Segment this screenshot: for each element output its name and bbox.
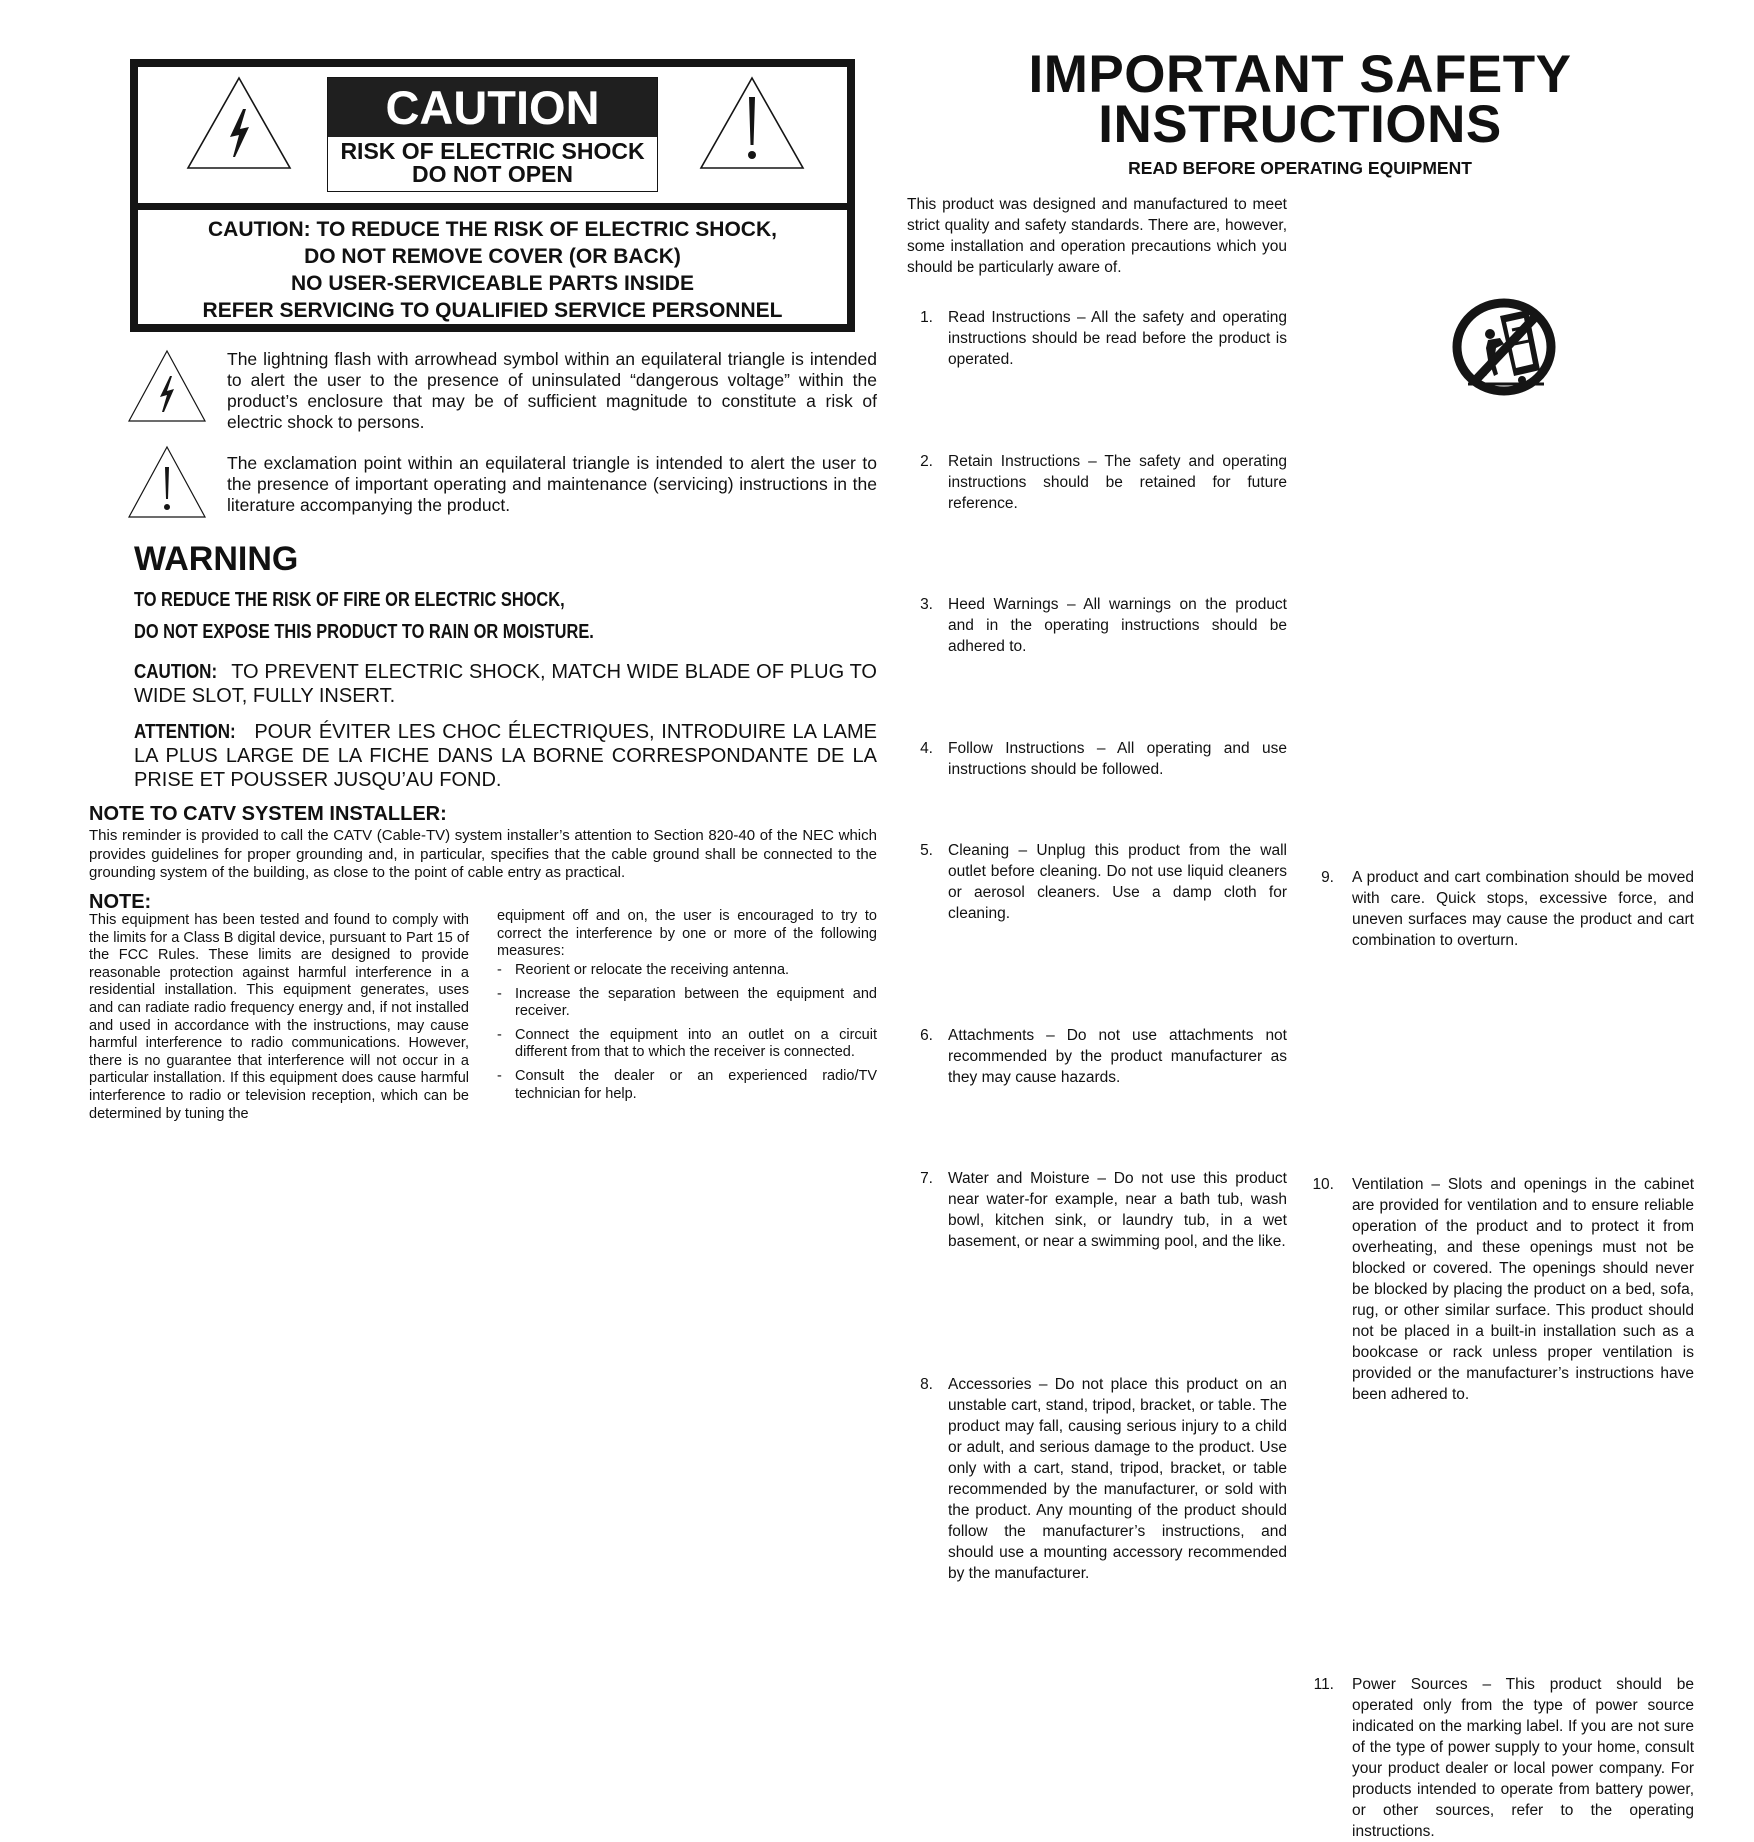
list-item: 3. Heed Warnings – All warnings on the product and in the operating instructions should be adhered to. — [920, 596, 1287, 655]
list-item: 7. Water and Moisture – Do not use this product near water-for example, near a bath tub, wash bowl, kitchen sink, or laundry tub, in a wet basement, or near a swimming pool, and the like. — [920, 1170, 1287, 1250]
plug-caution-label: CAUTION: — [134, 661, 218, 683]
warning-line1: TO REDUCE THE RISK OF FIRE OR ELECTRIC SHOCK, — [134, 589, 565, 611]
caution-line: DO NOT REMOVE COVER (OR BACK) — [304, 245, 681, 268]
caution-line: REFER SERVICING TO QUALIFIED SERVICE PERSONNEL — [202, 299, 783, 322]
exclamation-symbol-explanation: The exclamation point within an equilateral triangle is intended to alert the user to the presence of important operating and maintenance (servicing) instructions in the literature accompanying the product. — [227, 453, 877, 515]
caution-lines — [138, 216, 847, 324]
list-item: 8. Accessories – Do not place this product on an unstable cart, stand, tripod, bracket, or table. The product may fall, causing serious injury to a child or adult, and serious damage to the product. Use only with a cart, stand, tripod, bracket, or table recommended by the manufacturer, or sold with the product. Any mounting of the product should follow the manufacturer’s instructions, and should use a mounting accessory recommended by the manufacturer. — [920, 1376, 1287, 1582]
fcc-measures-list — [497, 962, 877, 1109]
caution-divider — [138, 203, 847, 210]
fcc-note-continued: equipment off and on, the user is encouraged to try to correct the interference by one or more of the following measures: — [497, 908, 877, 960]
caution-line: NO USER-SERVICEABLE PARTS INSIDE — [291, 272, 694, 295]
exclamation-triangle-icon — [698, 75, 806, 171]
lightning-symbol-explanation: The lightning flash with arrowhead symbol within an equilateral triangle is intended to alert the user to the presence of uninsulated “dangerous voltage” within the product’s enclosure that may be of sufficient magnitude to constitute a risk of electric shock to persons. — [227, 349, 877, 432]
list-item: 1. Read Instructions – All the safety and operating instructions should be read before the product is operated. — [920, 309, 1287, 368]
caution-line: CAUTION: TO REDUCE THE RISK OF ELECTRIC SHOCK, — [208, 218, 777, 241]
warning-line2: DO NOT EXPOSE THIS PRODUCT TO RAIN OR MOISTURE. — [134, 621, 594, 643]
plug-attention-french — [134, 720, 877, 792]
list-item: 11. Power Sources – This product should be operated only from the type of power source indicated on the marking label. If you are not sure of the type of power supply to your home, consult your product dealer or local power company. For products intended to operate from battery power, or other sources, refer to the operating instructions. — [1313, 1676, 1694, 1840]
plug-caution — [134, 660, 877, 708]
fcc-note-text: This equipment has been tested and found to comply with the limits for a Class B digital device, pursuant to Part 15 of the FCC Rules. These limits are designed to provide reasonable protection against harmful interference in a residential installation. This equipment generates, uses and can radiate radio frequency energy and, if not installed and used in accordance with the instructions, may cause harmful interference to radio communications. However, there is no guarantee that interference will not occur in a particular installation. If this equipment does cause harmful interference to radio or television reception, which can be determined by tuning the — [89, 912, 469, 1122]
page-title — [1020, 45, 1580, 154]
caution-label-box — [130, 59, 855, 332]
attention-text: POUR ÉVITER LES CHOC ÉLECTRIQUES, INTRODUIRE LA LAME LA PLUS LARGE DE LA FICHE DANS LA BORNE CORRESPONDANTE DE LA PRISE ET POUSSER JUSQU’AU FOND. — [134, 721, 877, 791]
list-item: - Connect the equipment into an outlet on a circuit different from that to which the receiver is connected. — [497, 1026, 877, 1061]
caution-subtitle-line1: RISK OF ELECTRIC SHOCK — [340, 138, 645, 164]
lightning-triangle-icon — [127, 349, 207, 423]
warning-statement — [134, 585, 695, 649]
attention-label: ATTENTION: — [134, 721, 236, 743]
list-item: - Consult the dealer or an experienced radio/TV technician for help. — [497, 1067, 877, 1102]
list-item: 10. Ventilation – Slots and openings in the cabinet are provided for ventilation and to ensure reliable operation of the product and to protect it from overheating, and these openings must not be blocked or covered. The openings should never be blocked by placing the product on a bed, sofa, rug, or other similar surface. This product should not be placed in a built-in installation such as a bookcase or rack unless proper ventilation is provided or the manufacturer’s instructions have been adhered to. — [1312, 1176, 1694, 1403]
list-item: 5. Cleaning – Unplug this product from the wall outlet before cleaning. Do not use liquid cleaners or aerosol cleaners. Use a damp cloth for cleaning. — [920, 842, 1287, 922]
list-item: - Increase the separation between the equipment and receiver. — [497, 985, 877, 1020]
caution-subtitle — [328, 140, 657, 186]
warning-heading: WARNING — [134, 540, 299, 578]
page-title-line2: INSTRUCTIONS — [1098, 95, 1502, 154]
list-item: 6. Attachments – Do not use attachments not recommended by the product manufacturer as they may cause hazards. — [920, 1027, 1287, 1086]
plug-caution-text: TO PREVENT ELECTRIC SHOCK, MATCH WIDE BLADE OF PLUG TO WIDE SLOT, FULLY INSERT. — [134, 661, 877, 707]
exclamation-triangle-icon — [127, 445, 207, 519]
caution-header — [327, 77, 658, 192]
catv-heading: NOTE TO CATV SYSTEM INSTALLER: — [89, 803, 447, 825]
page-title-line1: IMPORTANT SAFETY — [1028, 45, 1572, 104]
cart-tip-over-warning-icon — [1452, 300, 1556, 394]
list-item: 4. Follow Instructions – All operating and use instructions should be followed. — [920, 740, 1287, 778]
caution-title: CAUTION — [328, 78, 657, 137]
caution-subtitle-line2: DO NOT OPEN — [411, 161, 573, 187]
note-heading: NOTE: — [89, 891, 152, 913]
catv-text: This reminder is provided to call the CATV (Cable-TV) system installer’s attention to Section 820-40 of the NEC which provides guidelines for proper grounding and, in particular, specifies that the cable ground shall be connected to the grounding system of the building, as close to the point of cable entry as practical. — [89, 827, 877, 881]
safety-intro: This product was designed and manufactured to meet strict quality and safety standards. There are, however, some installation and operation precautions which you should be particularly aware of. — [907, 196, 1287, 276]
list-item: 9. A product and cart combination should be moved with care. Quick stops, excessive force, and uneven surfaces may cause the product and cart combination to overturn. — [1321, 869, 1694, 949]
page-subtitle: READ BEFORE OPERATING EQUIPMENT — [1128, 158, 1472, 178]
list-item: 2. Retain Instructions – The safety and operating instructions should be retained for future reference. — [920, 453, 1287, 512]
lightning-triangle-icon — [185, 75, 293, 171]
list-item: - Reorient or relocate the receiving antenna. — [497, 962, 790, 978]
